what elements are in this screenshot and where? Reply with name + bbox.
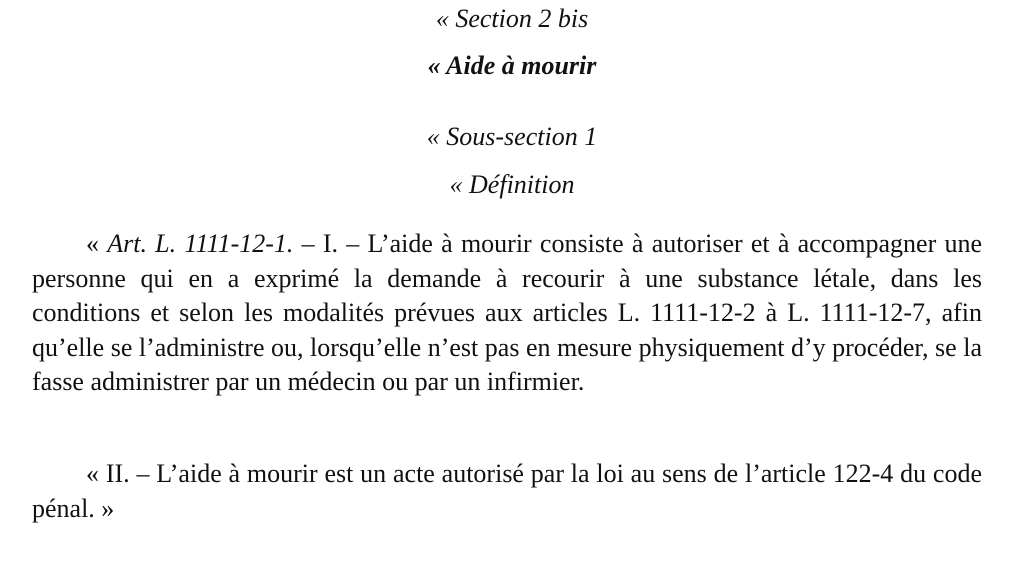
article-paragraph-2: « II. – L’aide à mourir est un acte autorisé par la loi au sens de l’article 122-4 du code pénal. » [32, 459, 982, 523]
part1-prefix: – I. – [293, 229, 368, 258]
subsection-heading: « Sous-section 1 [426, 122, 598, 151]
section-title: « Aide à mourir [427, 51, 597, 80]
subsection-title: « Définition [449, 170, 575, 199]
open-quote: « [86, 229, 108, 258]
part1-text: L’aide à mourir consiste à autoriser et à accompagner une personne qui en a exprimé la demande à recourir à une substance létale, dans les conditions et selon les modalités prévues aux articles L. 1111-12-2 à L. 1111-12-7, afin qu’elle se l’administre ou, lorsqu’elle n’est pas en mesure physiquement d’y procéder, se la fasse administrer par un médecin ou par un infirmier. [32, 229, 982, 396]
article-paragraph-1 [32, 227, 982, 400]
article-number: Art. L. 1111-12-1. [107, 229, 294, 258]
section-heading: « Section 2 bis [435, 4, 589, 33]
